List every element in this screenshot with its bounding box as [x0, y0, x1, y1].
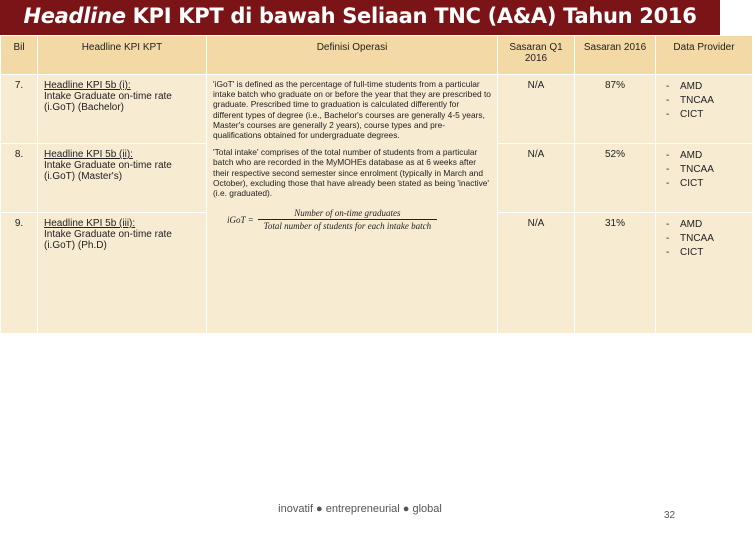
- igot-formula: [213, 208, 491, 231]
- kpi-desc: Intake Graduate on-time rate (i.GoT) (Master's): [44, 160, 172, 182]
- row-target-2016: 52%: [575, 144, 656, 213]
- provider-item: - TNCAA: [666, 232, 746, 246]
- provider-item: - TNCAA: [666, 94, 746, 108]
- row-target-q1: N/A: [498, 144, 575, 213]
- header-bil: Bil: [1, 36, 38, 75]
- row-bil: 9.: [1, 213, 38, 334]
- row-providers: [656, 213, 753, 334]
- provider-item: - CICT: [666, 177, 746, 191]
- kpi-table: [0, 35, 753, 334]
- definition-para-2: 'Total intake' comprises of the total number of students from a particular batch who are recorded in the MyMOHEs database as at 6 weeks after their respective second semester since enrolment (typically in March and October), excluding those that have already been stated as being 'inactive' (i.e. graduated).: [213, 147, 490, 199]
- definition-para-1: 'iGoT' is defined as the percentage of full-time students from a particular intake batch who graduate on or before the year that they are prescribed to graduate. Prescribed time to graduation is calculated differently for different types of degree (i.e., Bachelor's courses are generally 4-5 years, Master's courses are generally 2 years), course types and pre-qualifications obtained for undergraduate degrees.: [213, 79, 491, 141]
- header-kpi: Headline KPI KPT: [38, 36, 207, 75]
- kpi-desc: Intake Graduate on-time rate (i.GoT) (Ph.D): [44, 229, 172, 251]
- formula-numerator: Number of on-time graduates: [294, 208, 401, 219]
- header-definition: Definisi Operasi: [207, 36, 498, 75]
- provider-list: [662, 149, 746, 191]
- row-kpi: [38, 75, 207, 144]
- header-provider: Data Provider: [656, 36, 753, 75]
- title-italic: Headline: [23, 4, 126, 28]
- table-row: [1, 75, 753, 144]
- row-providers: [656, 75, 753, 144]
- provider-item: - CICT: [666, 108, 746, 122]
- header-target-2016: Sasaran 2016: [575, 36, 656, 75]
- row-providers: [656, 144, 753, 213]
- row-target-q1: N/A: [498, 75, 575, 144]
- provider-item: - AMD: [666, 218, 746, 232]
- provider-list: [662, 218, 746, 260]
- row-bil: 8.: [1, 144, 38, 213]
- provider-item: - AMD: [666, 149, 746, 163]
- provider-item: - AMD: [666, 80, 746, 94]
- formula-denominator: Total number of students for each intake batch: [258, 219, 437, 231]
- row-bil: 7.: [1, 75, 38, 144]
- formula-lhs: iGoT =: [227, 214, 254, 225]
- header-row: [1, 36, 753, 75]
- footer-tagline: inovatif ● entrepreneurial ● global: [278, 503, 442, 515]
- kpi-name: Headline KPI 5b (i):: [44, 80, 131, 91]
- formula-fraction: [258, 208, 437, 231]
- title-rest: KPI KPT di bawah Seliaan TNC (A&A) Tahun 2016: [125, 4, 697, 28]
- provider-item: - TNCAA: [666, 163, 746, 177]
- kpi-desc: Intake Graduate on-time rate (i.GoT) (Bachelor): [44, 91, 172, 113]
- row-target-2016: 31%: [575, 213, 656, 334]
- provider-list: [662, 80, 746, 122]
- header-target-q1: Sasaran Q1 2016: [498, 36, 575, 75]
- row-target-2016: 87%: [575, 75, 656, 144]
- row-kpi: [38, 144, 207, 213]
- title-bar: [0, 0, 720, 36]
- provider-item: - CICT: [666, 246, 746, 260]
- page-number: 32: [664, 510, 676, 521]
- row-target-q1: N/A: [498, 213, 575, 334]
- kpi-name: Headline KPI 5b (ii):: [44, 149, 133, 160]
- definition-cell: [207, 75, 498, 334]
- page-title: [23, 4, 696, 28]
- kpi-name: Headline KPI 5b (iii):: [44, 218, 136, 229]
- row-kpi: [38, 213, 207, 334]
